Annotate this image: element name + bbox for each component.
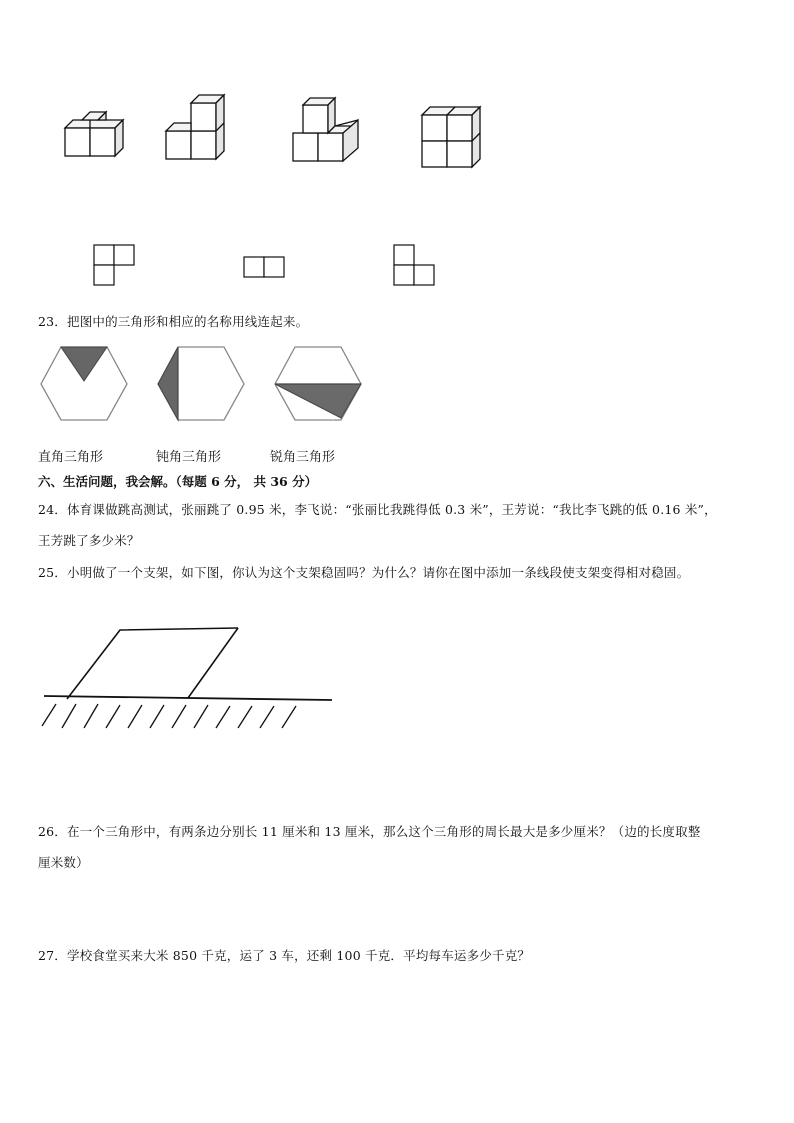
view-figure-3 [393,244,437,288]
question-27-text: 27．学校食堂买来大米 850 千克，运了 3 车，还剩 100 千克．平均每车运多少千克？ [38,948,531,963]
view-figure-1 [93,244,137,288]
hexagon-figure-1 [39,346,129,422]
question-24-line2: 王芳跳了多少米？ [38,533,140,548]
cube-figure-3 [292,96,362,164]
label-acute-triangle: 锐角三角形 [270,450,336,465]
cube-figure-2 [165,100,229,162]
question-24-line1: 24．体育课做跳高测试，张丽跳了 0.95 米，李飞说：“张丽比我跳得低 0.3 米”，王芳说：“我比李飞跳的低 0.16 米”， [38,502,717,517]
bracket-figure [38,622,338,734]
hexagon-figure-3 [273,346,363,422]
label-obtuse-triangle: 钝角三角形 [156,450,222,465]
question-26-line1: 26．在一个三角形中，有两条边分别长 11 厘米和 13 厘米，那么这个三角形的周长最大是多少厘米？（边的长度取整 [38,824,701,839]
view-figure-2 [243,256,287,280]
label-right-triangle: 直角三角形 [38,450,104,465]
question-23-text: 23．把图中的三角形和相应的名称用线连起来。 [38,314,309,329]
cube-figure-4 [421,106,483,170]
question-25-text: 25．小明做了一个支架，如下图，你认为这个支架稳固吗？为什么？请你在图中添加一条线段使支架变得相对稳固。 [38,565,690,580]
section-6-heading: 六、生活问题，我会解。（每题 6 分， 共 36 分） [38,474,318,489]
question-26-line2: 厘米数） [38,855,89,870]
hexagon-figure-2 [156,346,246,422]
cube-figure-1 [64,110,128,160]
